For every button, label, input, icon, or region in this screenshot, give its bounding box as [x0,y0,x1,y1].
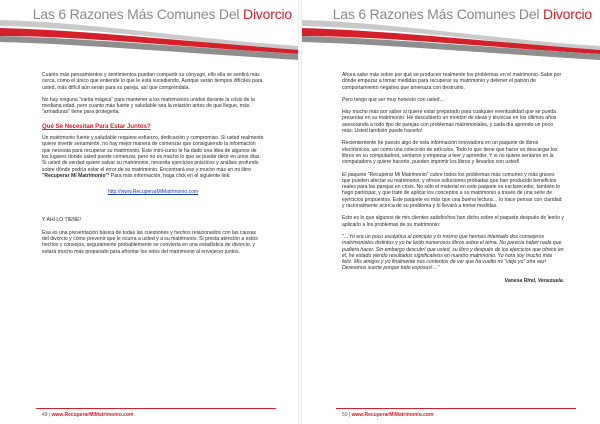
testimonial-quote: "…Yo era un poco escéptica al principio y lo mismo que hermos intentado dos consejeros matrimoniales distintos y yo he leído numerosos libros sobre el tema. No parecía haber nada que pudiera hacer. Sin embargo descubrí que usted, su libro y después de los ejercicios que ofrece en él, he estado viendo resultados significativos en nuestro matrimonio. Yo hora soy mucho más feliz. Mis amigos y yo finalmente nos contentos de ver que ha vuelto mi "viejo yo" otra vez! Deseamos suerte porque todo esposos!…" [342,233,564,272]
page-gutter [298,0,302,424]
paragraph: Cuanto más pensamientos y sentimientos puedan compartir su cónyuge, ello ella se sentirá más cerca, como el único que entiende lo que le está sucediendo. Aunque serán tiempos difíciles para usted, más difícil aún serán para su pareja, así que compréndala. [42,72,263,91]
page-number: 49 [42,412,48,418]
footer-divider [36,408,276,409]
left-page-body [42,72,264,261]
paragraph: Y AHÍ LO TIENE! [42,217,81,224]
footer-website: www.RecuperarMiMatrimonio.com [51,412,134,418]
paragraph: No hay ninguna "varita mágica" para mantener a los matrimonios unidos durante la crisis de la mediana edad, pero cuanto más fuerte y saludable sea la relación antes de que llegue, más "armaduras" tiene para protegerla. [42,96,255,116]
footer-text [42,412,133,418]
website-link[interactable]: http://www.RecuperarMiMatrimonio.com [107,189,199,196]
footer-website: www.RecuperarMiMatrimonio.com [351,412,434,418]
paragraph: Pero tengo que ser muy honesto con usted… [342,96,445,103]
left-page-footer [0,406,300,424]
paragraph: Recientemente he puesto algo de esta información innovadora en un paquete de libros electrónicos, así como una colección de artículos. Todo lo que tiene que hacer es descargar los libros en su computadora, sentarse y empezar a leer y aprender. Y si no quiere sentarse en la computadora y quiere hacerlo, pueden imprimir los libros y llevarlos con usted! [342,140,558,166]
right-page-body [342,72,564,284]
paragraph [342,172,564,210]
header-title-prefix: Las 6 Razones Más Comunes Del [332,6,544,22]
paragraph: Hay mucho más por saber si quiere estar preparado para cualquier eventualidad que se pueda presentar en su matrimonio. He descubierto un montón de ideas y técnicas en los últimos años asesorando a todo tipo de parejas con problemas matrimoniales, y cada día aprendo un poco más. Usted también puede hacerlo! [342,109,557,135]
book-title: "Recuperar Mi Matrimonio" [42,172,108,179]
header-title-highlight: Divorcio [243,6,292,22]
paragraph-text: El paquete [342,171,368,178]
paragraph [42,135,264,179]
header-title [333,6,592,22]
header-title [33,6,292,22]
footer-separator: | [347,412,352,418]
paragraph-text: Un matrimonio fuerte y saludable requiere esfuerzo, dedicación y compromiso. Si usted realmente quiere invertir seriamente, no hay mejor manera de comenzar que consiguiendo la información que necesita para recuperar su matrimonio. Este mini-curso le ha dado una idea de algunos de los lugares donde usted puede comenzar, pero no es mucho lo que se puede decir en unos días. Si usted de verdad quiere salvar su matrimonio, necesita ejercicios prácticos y análisis profundo sobre dónde podría estar el error de su matrimonio. Encontrará eso y mucho más en mi libro [42,135,264,173]
book-title: "Recuperar Mi Matrimonio" [367,171,429,178]
paragraph: Esa es una presentación básica de todas las cuestiones y hechos relacionados con las causas del divorcio y cómo prevenir que le ocurra a usted y a su matrimonio. Si presta atención a estos hechos y consejos, seguramente probablemente se convierta en una estadística de divorcio, y estará mucho más preparado para afrontar los retos del matrimonio al envejecer juntos. [42,229,258,255]
right-page-footer [300,406,600,424]
footer-separator: | [47,412,52,418]
paragraph-text: cubre todos los problemas más comunes y más graves que pueden afectar su matrimonio, y ofrece soluciones probadas que han producido beneficios reales para las parejas en crisis. No sólo el material en este paquete es esclarecedor, también lo hago participar, y que trate de aplicar los conceptos a su matrimonio a través de una serie de ejercicios propuestos. Este paquete es más que una buena lectura… lo hace pensar con claridad y racionalmente acerca de su problema y lo llevará a tomar medidas. [342,171,562,210]
footer-text [342,412,433,418]
paragraph: Esto es lo que algunos de mis clientes satisfechos han dicho sobre el paquete después de leerlo y aplicarlo a los problemas de su matrimonio: [342,215,565,228]
paragraph: Ahora sabe más sobre por qué se producen realmente los problemas en el matrimonio. Sabe por dónde empezar a tomar medidas para recuperar su matrimonio y detener el patrón de comportamiento negativo que amenaza con destruirlo. [342,72,562,91]
footer-divider [336,408,576,409]
header-title-highlight: Divorcio [543,6,592,22]
right-page [300,0,600,424]
header-title-prefix: Las 6 Razones Más Comunes Del [32,6,244,22]
testimonial-signature: Vanesa Rirel, Venezuela. [504,277,564,284]
paragraph-text: ! Para más información, haga click en el siguiente link: [107,172,231,179]
page-number: 50 [342,412,348,418]
section-heading: Qué Se Necesitan Para Estar Juntos? [42,122,151,130]
